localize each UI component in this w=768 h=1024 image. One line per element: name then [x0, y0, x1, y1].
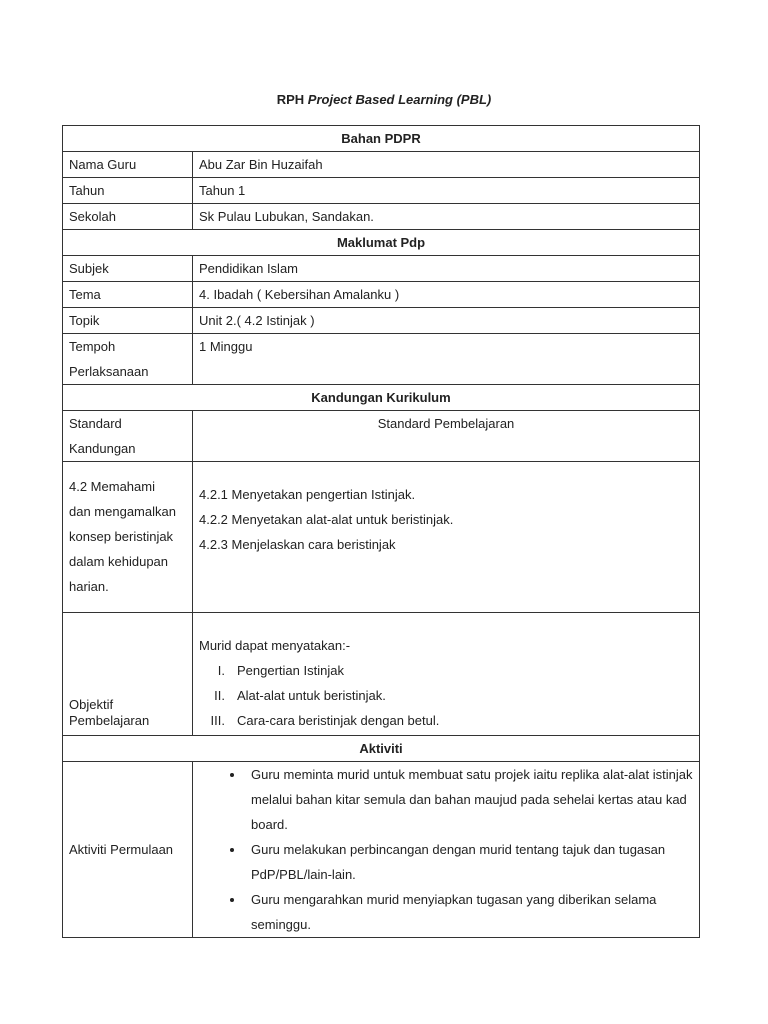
nama-guru-label: Nama Guru	[63, 152, 193, 178]
row-aktiviti-permulaan	[63, 762, 700, 938]
row-topik	[63, 308, 700, 334]
section-aktiviti	[63, 736, 700, 762]
objektif-item-num: III.	[210, 713, 225, 728]
row-standard-header	[63, 411, 700, 462]
row-standard-content	[63, 462, 700, 613]
tempoh-value: 1 Minggu	[193, 334, 700, 385]
aktiviti-list	[199, 762, 693, 937]
document-title	[0, 92, 768, 107]
row-tempoh	[63, 334, 700, 385]
objektif-item-num: I.	[217, 663, 225, 678]
title-italic: Project Based Learning (PBL)	[307, 92, 492, 107]
subjek-label: Subjek	[63, 256, 193, 282]
section-kandungan	[63, 385, 700, 411]
objektif-intro: Murid dapat menyatakan:-	[199, 638, 351, 653]
standard-pembelajaran-header: Standard Pembelajaran	[193, 411, 700, 462]
objektif-item-text: Pengertian Istinjak	[237, 663, 344, 678]
aktiviti-permulaan-label: Aktiviti Permulaan	[63, 762, 193, 938]
sk-line: harian.	[69, 579, 109, 594]
section-kandungan-title: Kandungan Kurikulum	[63, 385, 700, 411]
objektif-list	[199, 658, 693, 733]
sp-line: 4.2.1 Menyetakan pengertian Istinjak.	[199, 487, 416, 502]
rph-table	[62, 125, 700, 938]
standard-kandungan-label	[63, 411, 193, 462]
section-bahan-title: Bahan PDPR	[63, 126, 700, 152]
objektif-label	[63, 613, 193, 736]
aktiviti-item: • Guru meminta murid untuk membuat satu projek iaitu replika alat-alat istinjak melalui bahan kitar semula dan bahan maujud pada sehelai kertas atau kad board.	[245, 762, 693, 837]
section-maklumat	[63, 230, 700, 256]
tahun-value: Tahun 1	[193, 178, 700, 204]
objektif-label-line-2: Pembelajaran	[69, 713, 150, 728]
tempoh-label-line-1: Tempoh	[69, 339, 116, 354]
aktiviti-item: • Guru mengarahkan murid menyiapkan tugasan yang diberikan selama seminggu.	[245, 887, 693, 937]
row-sekolah	[63, 204, 700, 230]
sk-label-line-2: Kandungan	[69, 441, 136, 456]
standard-kandungan-text	[63, 462, 193, 613]
objektif-label-line-1: Objektif	[69, 697, 114, 712]
section-bahan	[63, 126, 700, 152]
objektif-content	[193, 613, 700, 736]
aktiviti-item: • Guru melakukan perbincangan dengan murid tentang tajuk dan tugasan PdP/PBL/lain-lain.	[245, 837, 693, 887]
sk-label-line-1: Standard	[69, 416, 122, 431]
sk-line: konsep beristinjak	[69, 529, 174, 544]
standard-pembelajaran-text	[193, 462, 700, 613]
subjek-value: Pendidikan Islam	[193, 256, 700, 282]
objektif-item-num: II.	[214, 688, 225, 703]
row-tahun	[63, 178, 700, 204]
tempoh-label	[63, 334, 193, 385]
sk-line: 4.2 Memahami	[69, 479, 155, 494]
topik-value: Unit 2.( 4.2 Istinjak )	[193, 308, 700, 334]
nama-guru-value: Abu Zar Bin Huzaifah	[193, 152, 700, 178]
tempoh-label-line-2: Perlaksanaan	[69, 364, 149, 379]
sp-line: 4.2.3 Menjelaskan cara beristinjak	[199, 537, 396, 552]
topik-label: Topik	[63, 308, 193, 334]
section-aktiviti-title: Aktiviti	[63, 736, 700, 762]
sp-line: 4.2.2 Menyetakan alat-alat untuk beristinjak.	[199, 512, 454, 527]
tahun-label: Tahun	[63, 178, 193, 204]
objektif-item-text: Alat-alat untuk beristinjak.	[237, 688, 386, 703]
row-subjek	[63, 256, 700, 282]
objektif-item	[199, 658, 693, 683]
sk-line: dan mengamalkan	[69, 504, 176, 519]
row-tema	[63, 282, 700, 308]
row-nama-guru	[63, 152, 700, 178]
objektif-item	[199, 708, 693, 733]
objektif-item	[199, 683, 693, 708]
aktiviti-permulaan-content	[193, 762, 700, 938]
sekolah-label: Sekolah	[63, 204, 193, 230]
tema-value: 4. Ibadah ( Kebersihan Amalanku )	[193, 282, 700, 308]
row-objektif	[63, 613, 700, 736]
sekolah-value: Sk Pulau Lubukan, Sandakan.	[193, 204, 700, 230]
section-maklumat-title: Maklumat Pdp	[63, 230, 700, 256]
sk-line: dalam kehidupan	[69, 554, 169, 569]
title-prefix: RPH	[276, 92, 308, 107]
objektif-item-text: Cara-cara beristinjak dengan betul.	[237, 713, 440, 728]
tema-label: Tema	[63, 282, 193, 308]
